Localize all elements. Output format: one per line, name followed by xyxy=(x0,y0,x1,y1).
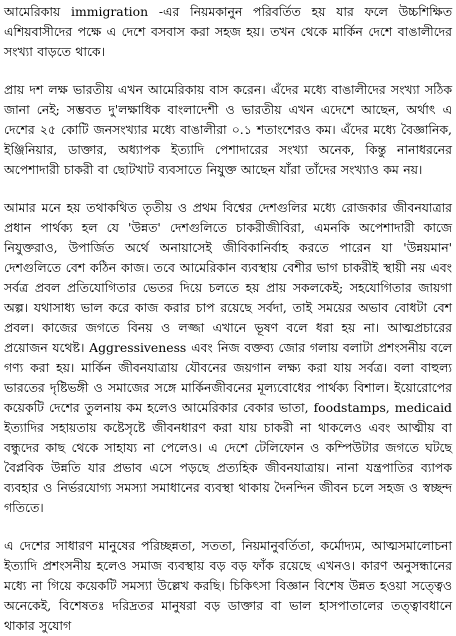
paragraph-social-problems: এ দেশের সাধারণ মানুষের পরিচ্ছন্নতা, সততা, নিয়মানুবর্তিতা, কর্মোদ্যম, আত্মসমালোচনা ইত্যাদি প্রশংসনীয় হলেও সমাজ ব্যবস্থায় বড় বড় ফাঁক রয়েছে এখনও। কারণ অনুসন্ধানের মধ্যে না গিয়ে কয়েকটি সমস্যা উল্লেখ করছি। চিকিৎসা বিজ্ঞান বিশেষ উন্নত হওয়া সত্ত্বেও অনেকেই, বিশেষতঃ দরিদ্রতর মানুষরা বড় ডাক্তার বা ভাল হাসপাতালের তত্ত্বাবধানে থাকার সুযোগ xyxy=(4,538,452,633)
paragraph-indian-population: প্রায় দশ লক্ষ ভারতীয় এখন আমেরিকায় বাস করেন। এঁদের মধ্যে বাঙালীদের সংখ্যা সঠিক জানা নেই; সম্ভবত দু'লক্ষাধিক বাংলাদেশী ও ভারতীয় এখন এদেশে আছেন, অর্থাৎ এ দেশের ২৫ কোটি জনসংখ্যার মধ্যে বাঙালীরা ০.১ শতাংশেরও কম। এঁদের মধ্যে বৈজ্ঞানিক, ইঞ্জিনিয়ার, ডাক্তার, অধ্যাপক ইত্যাদি পেশাদারের সংখ্যা অনেক, কিন্তু নানাধরনের অপেশাদারী চাকরী বা ছোটখাট ব্যবসাতে নিযুক্ত আছেন যাঁরা তাঁদের সংখ্যাও কম নয়। xyxy=(4,82,452,177)
paragraph-immigration: আমেরিকায় immigration -এর নিয়মকানুন পরিবর্তিত হয় যার ফলে উচ্চশিক্ষিত এশিয়বাসীদের পক্ষে এ দেশে বসবাস করা সহজ হয়। তখন থেকে মার্কিন দেশে বাঙালীদের সংখ্যা বাড়তে থাকে। xyxy=(4,4,452,59)
paragraph-first-third-world: আমার মনে হয় তথাকথিত তৃতীয় ও প্রথম বিশ্বের দেশগুলির মধ্যে রোজকার জীবনযাত্রার প্রধান পার্থক্য হল যে 'উন্নত' দেশগুলিতে চাকরীজীবিরা, এমনকি অপেশাদারী কাজে নিযুক্তরাও, উপার্জিত অর্থে অনায়াসেই জীবিকানির্বাহ করতে পারেন যা 'উন্নয়মান' দেশগুলিতে বেশ কঠিন কাজ। তবে আমেরিকান ব্যবস্থায় বেশীর ভাগ চাকরীই স্থায়ী নয় এবং সর্বত্র প্রবল প্রতিযোগিতার ভেতর দিয়ে চলতে হয় প্রায় সকলকেই; সহযোগিতার জায়গা অল্প। যথাসাধ্য ভাল করে কাজ করার চাপ রয়েছে সর্বদা, তাই সময়ের অভাব বোধটা বেশ প্রবল। কাজের জগতে বিনয় ও লজ্জা এখানে ভূষণ বলে ধরা হয় না। আত্মপ্রচারের প্রয়োজন যথেষ্ট। Aggressiveness এবং নিজ বক্তব্য জোর গলায় বলাটা প্রশংসনীয় বলে গণ্য করা হয়। মার্কিন জীবনযাত্রায় যৌবনের জয়গান লক্ষ্য করা যায় সর্বত্র। বলা বাহুল্য ভারতের দৃষ্টিভঙ্গী ও সমাজের সঙ্গে মার্কিনজীবনের মূল্যবোধের পার্থক্য বিশাল। ইয়োরোপের কয়েকটি দেশের তুলনায় কম হলেও আমেরিকার বেকার ভাতা, foodstamps, medicaid ইত্যাদির সহায়তায় কষ্টেসৃষ্টে জীবনধারণ করা যায় চাকরী না থাকলেও এবং আত্মীয় বা বন্ধুদের কাছ থেকে সাহায্য না পেলেও। এ দেশে টেলিফোন ও কম্পিউটার জগতে ঘটছে বৈপ্লবিক উন্নতি যার প্রভাব এসে পড়ছে প্রত্যহিক জীবনযাত্রায়। নানা যন্ত্রপাতির ব্যাপক ব্যবহার ও নির্ভরযোগ্য সমস্যা সমাধানের ব্যবস্থা থাকায় দৈনন্দিন জীবন চলে সহজ ও স্বচ্ছন্দ গতিতে। xyxy=(4,200,452,515)
